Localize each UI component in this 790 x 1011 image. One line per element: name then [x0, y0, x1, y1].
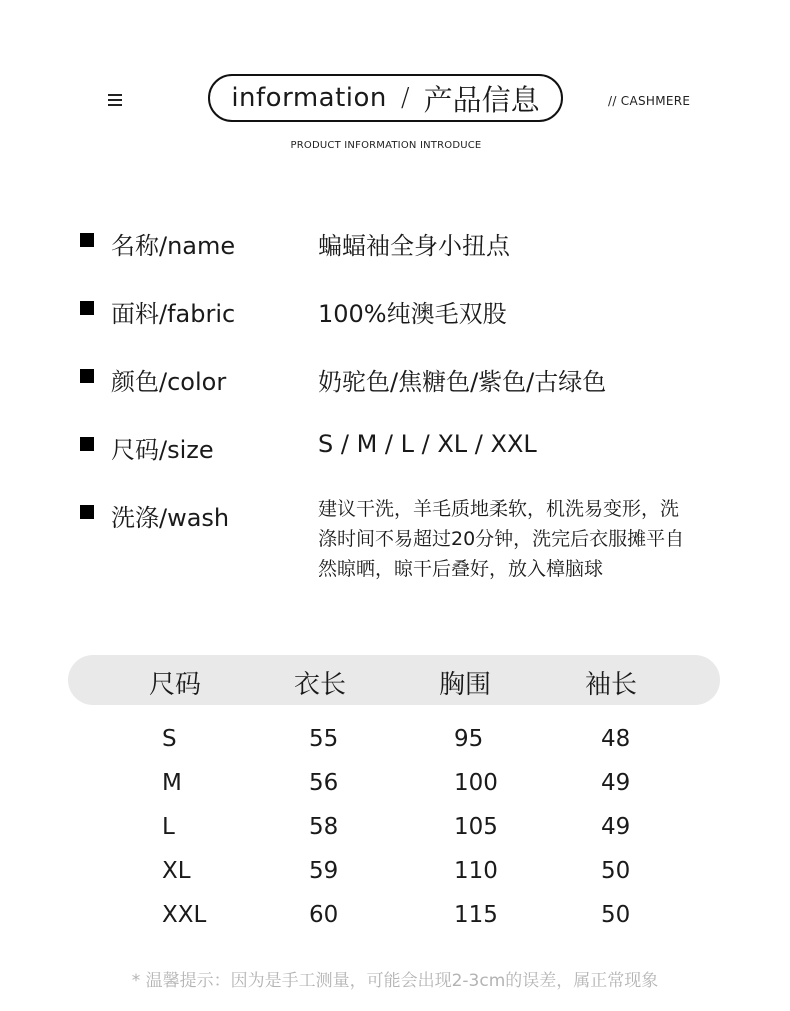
- bullet-icon: [80, 369, 94, 383]
- color-label: 颜色/color: [111, 368, 227, 396]
- cashmere-label: // CASHMERE: [608, 94, 691, 108]
- table-cell: 49: [601, 814, 631, 840]
- color-value: 奶驼色/焦糖色/紫色/古绿色: [318, 368, 607, 396]
- bullet-icon: [80, 233, 94, 247]
- bullet-icon: [80, 505, 94, 519]
- wash-line: 涤时间不易超过20分钟，洗完后衣服摊平自: [318, 528, 685, 550]
- wash-line: 然晾晒，晾干后叠好，放入樟脑球: [318, 558, 604, 580]
- table-cell: 110: [454, 858, 498, 884]
- table-cell: 100: [454, 770, 498, 796]
- wash-label: 洗涤/wash: [111, 504, 230, 532]
- table-cell: M: [162, 770, 182, 796]
- name-label: 名称/name: [111, 232, 236, 260]
- table-header-size: 尺码: [149, 670, 202, 700]
- table-cell: 115: [454, 902, 498, 928]
- size-value: S / M / L / XL / XXL: [318, 430, 537, 458]
- table-header-chest: 胸围: [439, 670, 492, 700]
- table-cell: 55: [309, 726, 339, 752]
- table-cell: 59: [309, 858, 339, 884]
- table-cell: 95: [454, 726, 484, 752]
- table-cell: 105: [454, 814, 498, 840]
- title-separator: /: [400, 83, 410, 113]
- table-cell: 49: [601, 770, 631, 796]
- table-cell: 58: [309, 814, 339, 840]
- fabric-label: 面料/fabric: [111, 300, 236, 328]
- table-cell: 50: [601, 858, 631, 884]
- table-header-sleeve: 袖长: [585, 670, 638, 700]
- title-zh: 产品信息: [423, 82, 540, 117]
- table-cell: 56: [309, 770, 339, 796]
- table-cell: S: [162, 726, 177, 752]
- table-cell: XL: [162, 858, 191, 884]
- wash-line: 建议干洗，羊毛质地柔软，机洗易变形，洗: [318, 498, 680, 520]
- table-cell: 50: [601, 902, 631, 928]
- title-pill: [208, 74, 563, 122]
- wash-value: [318, 494, 743, 584]
- subtitle: PRODUCT INFORMATION INTRODUCE: [290, 140, 482, 151]
- table-cell: 48: [601, 726, 631, 752]
- menu-icon[interactable]: [108, 94, 122, 106]
- size-label: 尺码/size: [111, 436, 214, 464]
- table-cell: 60: [309, 902, 339, 928]
- footer-note: * 温馨提示：因为是手工测量，可能会出现2-3cm的误差，属正常现象: [131, 971, 659, 991]
- title-en: information: [231, 83, 387, 113]
- table-header-length: 衣长: [294, 670, 347, 700]
- table-cell: XXL: [162, 902, 207, 928]
- fabric-value: 100%纯澳毛双股: [318, 300, 507, 328]
- bullet-icon: [80, 437, 94, 451]
- name-value: 蝙蝠袖全身小扭点: [318, 232, 510, 260]
- bullet-icon: [80, 301, 94, 315]
- table-cell: L: [162, 814, 175, 840]
